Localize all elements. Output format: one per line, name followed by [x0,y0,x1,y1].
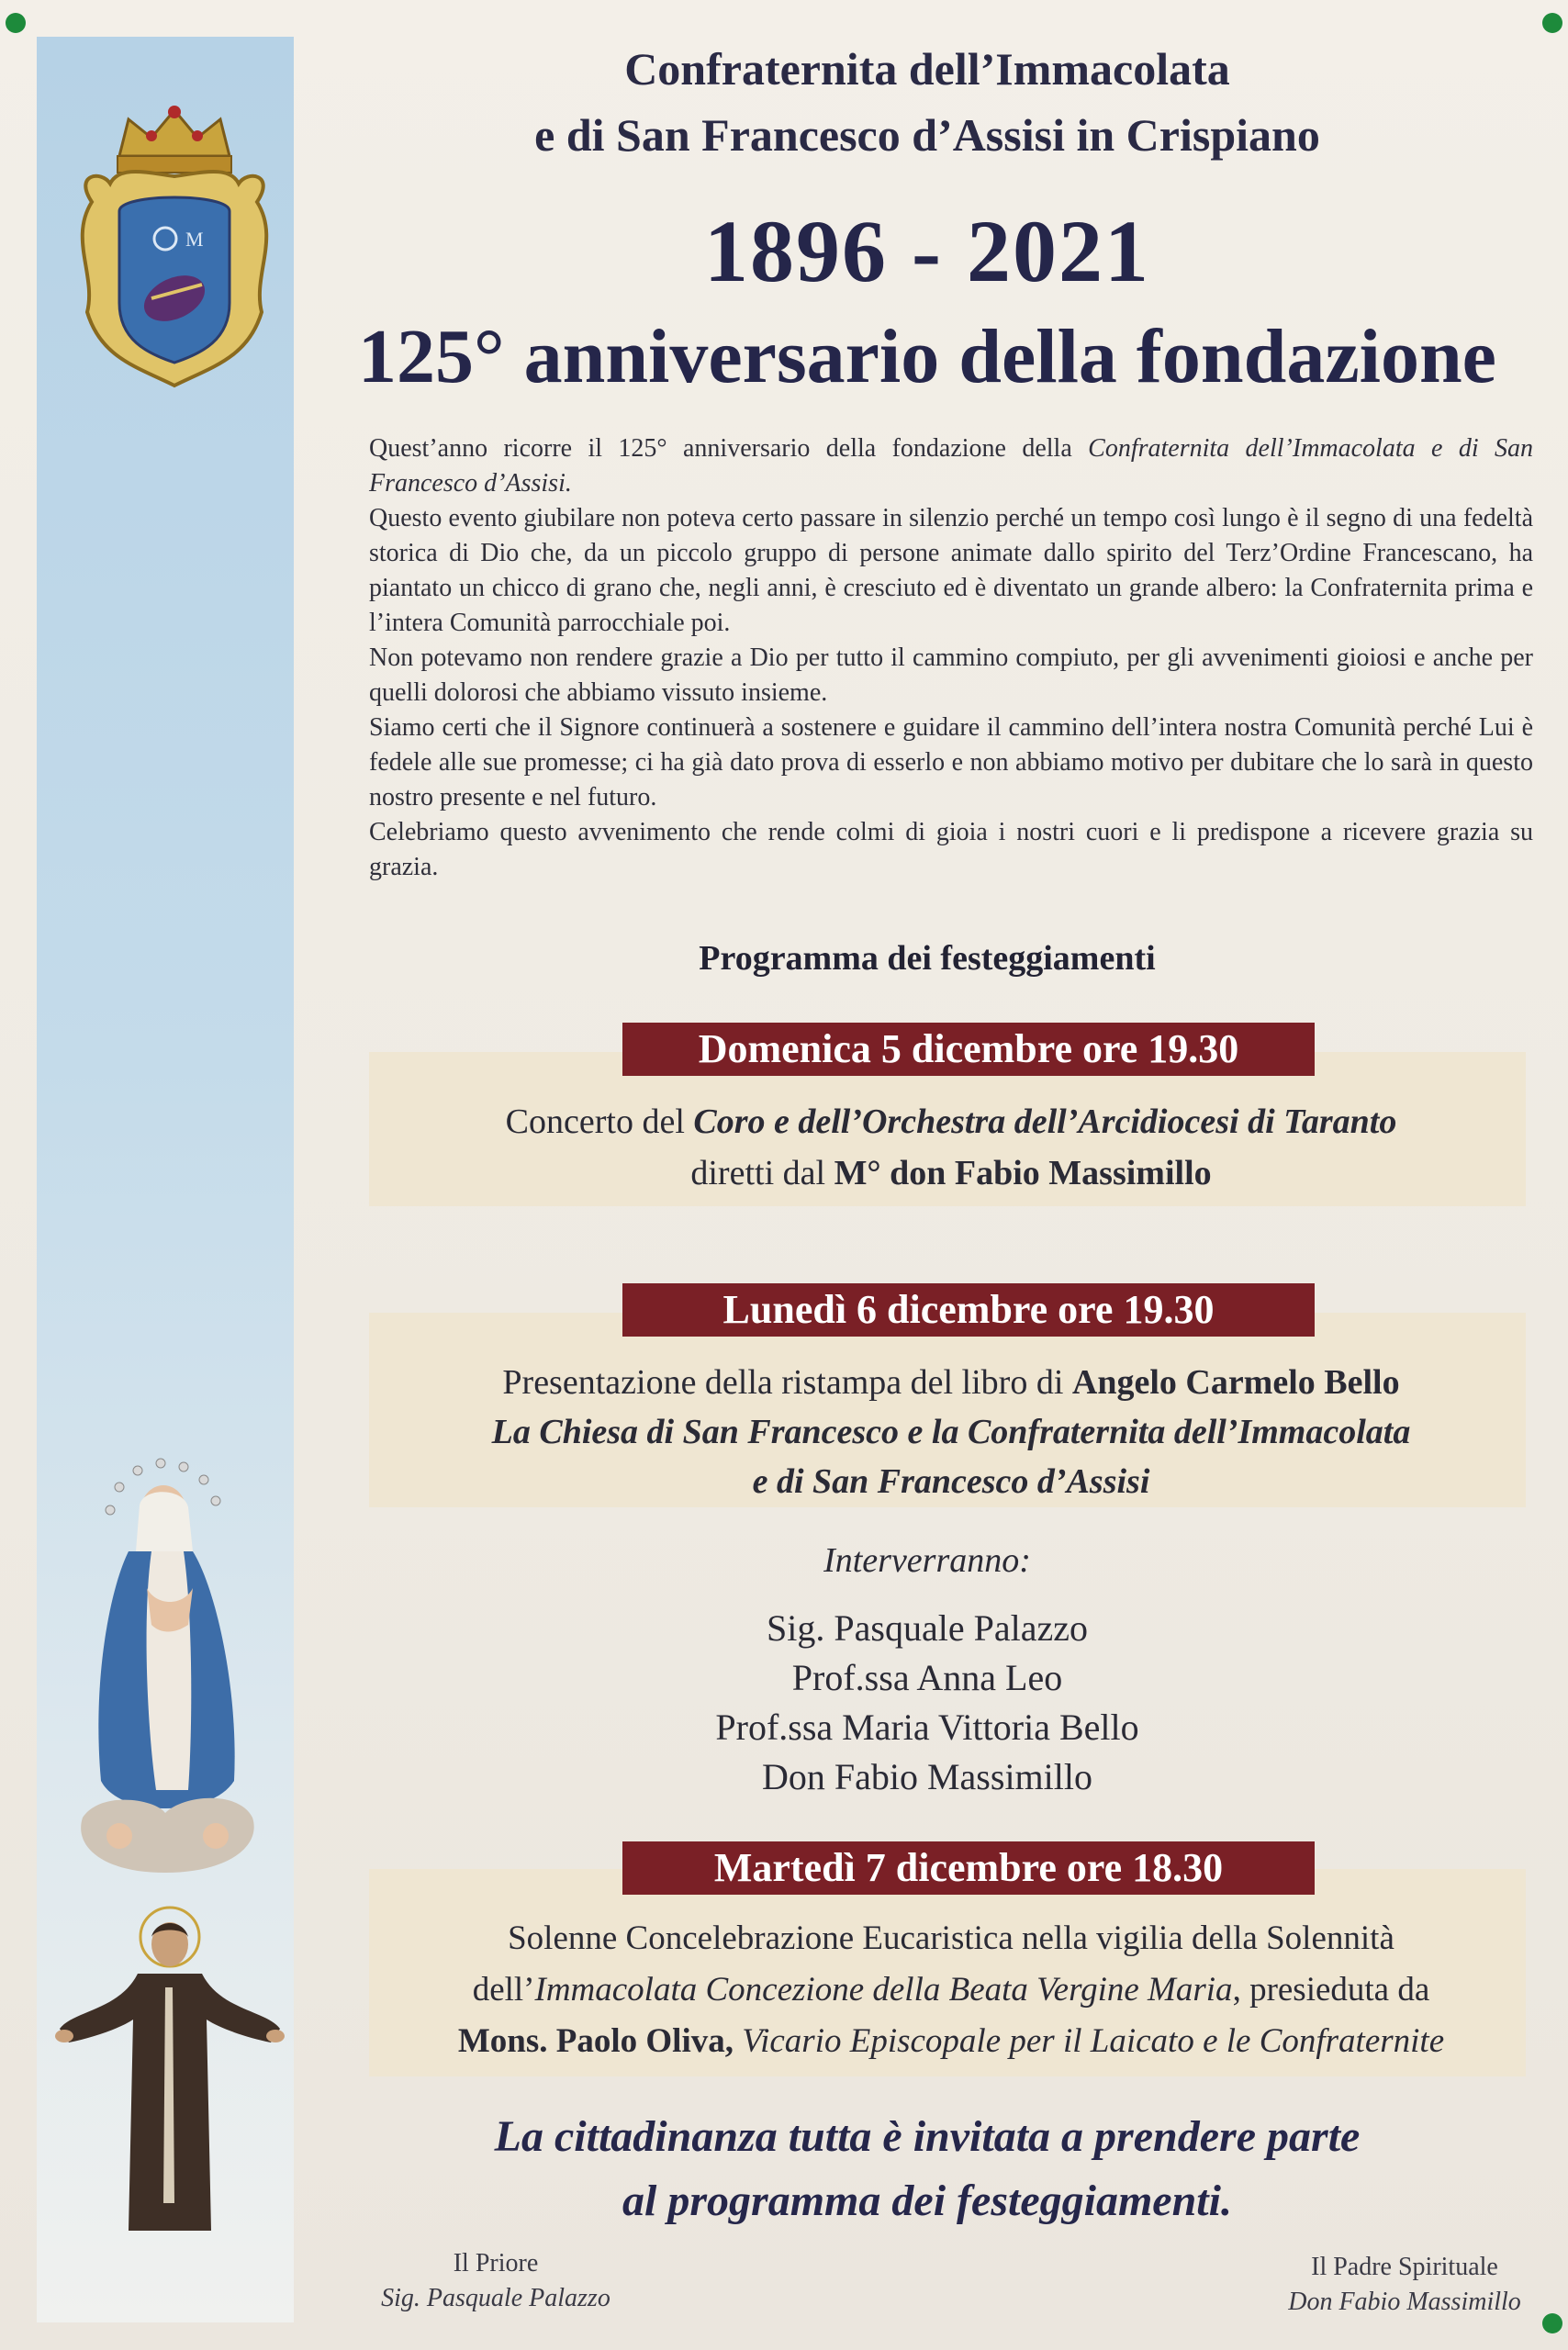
signature-prior [349,2249,643,2313]
anniversary-title: 125° anniversario della fondazione [358,314,1496,399]
intro-paragraph-5: Celebriamo questo avvenimento che rende colmi di gioia i nostri cuori e li predispone a ricevere grazia su grazia. [369,818,1533,881]
signature-spiritual-father-name: Don Fabio Massimillo [1288,2288,1521,2316]
closing-invitation-line2: al programma dei festeggiamenti. [622,2177,1232,2225]
pushpin-icon [6,13,26,33]
intro-text [369,431,1533,885]
speaker-item: Prof.ssa Anna Leo [791,1657,1063,1698]
confraternity-name-line2: e di San Francesco d’Assisi in Crispiano [534,109,1320,161]
event-3-line1: Solenne Concelebrazione Eucaristica nella vigilia della Solennità [508,1919,1394,1957]
event-2-book-title-line2: e di San Francesco d’Assisi [752,1462,1150,1501]
event-1-line1: Concerto del Coro e dell’Orchestra dell’Arcidiocesi di Taranto [505,1102,1397,1141]
intro-paragraph-3: Non potevamo non rendere grazie a Dio per tutto il cammino compiuto, per gli avvenimenti gioiosi e anche per quelli dolorosi che abbiamo vissuto insieme. [369,643,1533,707]
intro-paragraph-1: Quest’anno ricorre il 125° anniversario della fondazione della Confraternita dell’Immacolata e di San Francesco d’Assisi. [369,434,1533,498]
confraternity-crest-icon [64,92,285,404]
immaculate-virgin-statue-icon [55,1450,275,1909]
intro-paragraph-2: Questo evento giubilare non poteva certo passare in silenzio perché un tempo così lungo è il segno di una fedeltà storica di Dio che, da un piccolo gruppo di persone animate dallo spirito del Terz’Ordine Francescano, ha piantato un chicco di grano che, negli anni, è cresciuto ed è diventato un grande albero: la Confraternita prima e l’intera Comunità parrocchiale poi. [369,504,1533,637]
svg-text:M: M [185,228,204,251]
closing-invitation-line1: La cittadinanza tutta è invitata a prendere parte [494,2112,1361,2161]
signature-prior-name: Sig. Pasquale Palazzo [381,2284,610,2312]
signature-spiritual-father [1258,2253,1551,2317]
saint-francis-statue-icon [55,1900,285,2249]
speakers-heading: Interverranno: [823,1541,1031,1580]
speaker-item: Prof.ssa Maria Vittoria Bello [715,1707,1139,1748]
event-1-line2: diretti dal M° don Fabio Massimillo [690,1154,1212,1192]
confraternity-name-line1: Confraternita dell’Immacolata [624,43,1230,95]
event-3-date: Martedì 7 dicembre ore 18.30 [622,1841,1315,1895]
program-title: Programma dei festeggiamenti [699,939,1156,978]
intro-paragraph-4: Siamo certi che il Signore continuerà a sostenere e guidare il cammino dell’intera nostra Comunità perché Lui è fedele alle sue promesse; ci ha già dato prova di esserlo e non abbiamo motivo per dubitare che lo sarà in questo nostro presente e nel futuro. [369,713,1533,811]
anniversary-years: 1896 - 2021 [704,202,1150,300]
event-1-date: Domenica 5 dicembre ore 19.30 [622,1023,1315,1076]
event-3-line2: dell’Immacolata Concezione della Beata Vergine Maria, presieduta da [472,1971,1430,2009]
speaker-item: Sig. Pasquale Palazzo [767,1607,1088,1649]
event-2-line1: Presentazione della ristampa del libro di Angelo Carmelo Bello [502,1363,1400,1402]
pushpin-icon [1542,13,1562,33]
speaker-item: Don Fabio Massimillo [761,1756,1093,1797]
event-3-line3: Mons. Paolo Oliva, Vicario Episcopale per il Laicato e le Confraternite [457,2022,1445,2060]
event-2-date: Lunedì 6 dicembre ore 19.30 [622,1283,1315,1337]
signature-spiritual-father-role: Il Padre Spirituale [1311,2253,1498,2281]
event-2-book-title-line1: La Chiesa di San Francesco e la Confraternita dell’Immacolata [491,1413,1411,1451]
signature-prior-role: Il Priore [453,2249,539,2277]
